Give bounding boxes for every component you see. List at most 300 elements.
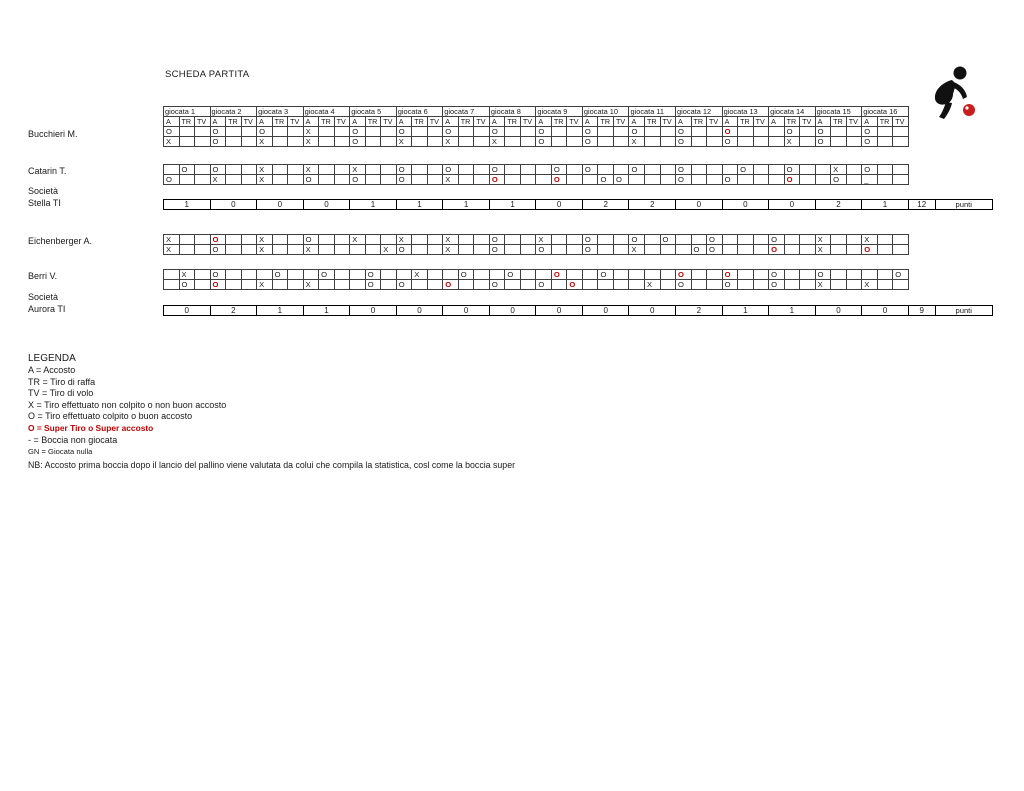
mark-cell bbox=[676, 235, 692, 245]
mark-row bbox=[164, 127, 909, 137]
mark-cell bbox=[366, 127, 382, 137]
player-name: Bucchieri M. bbox=[28, 129, 78, 139]
mark-cell: O bbox=[443, 127, 459, 137]
mark-cell: X bbox=[350, 165, 366, 175]
mark-row bbox=[164, 280, 909, 290]
mark-cell bbox=[319, 137, 335, 147]
mark-cell: O bbox=[180, 165, 196, 175]
mark-cell: X bbox=[257, 245, 273, 255]
mark-cell bbox=[273, 235, 289, 245]
mark-cell bbox=[552, 127, 568, 137]
mark-cell bbox=[288, 137, 304, 147]
sub-header-cell: TV bbox=[195, 117, 211, 127]
points-cell: 1 bbox=[350, 200, 397, 209]
mark-cell bbox=[878, 280, 894, 290]
mark-cell bbox=[893, 165, 909, 175]
mark-cell bbox=[536, 165, 552, 175]
mark-cell: O bbox=[211, 270, 227, 280]
mark-cell bbox=[412, 175, 428, 185]
mark-cell bbox=[180, 137, 196, 147]
mark-cell bbox=[583, 270, 599, 280]
mark-cell bbox=[893, 280, 909, 290]
mark-cell: O bbox=[211, 165, 227, 175]
points-cell: 2 bbox=[816, 200, 863, 209]
sub-header-cell: A bbox=[629, 117, 645, 127]
mark-cell: X bbox=[443, 235, 459, 245]
mark-cell: O bbox=[862, 245, 878, 255]
mark-cell bbox=[381, 165, 397, 175]
mark-cell: O bbox=[723, 137, 739, 147]
giocata-header-cell: giocata 4 bbox=[304, 107, 351, 117]
mark-cell: O bbox=[598, 175, 614, 185]
points-cell: 0 bbox=[164, 306, 211, 315]
mark-cell: O bbox=[598, 270, 614, 280]
sub-header-cell: A bbox=[257, 117, 273, 127]
mark-cell bbox=[474, 280, 490, 290]
mark-cell: O bbox=[707, 245, 723, 255]
mark-cell bbox=[288, 280, 304, 290]
scoresheet-header-and-player1 bbox=[163, 106, 909, 147]
mark-cell bbox=[769, 165, 785, 175]
mark-cell bbox=[381, 137, 397, 147]
mark-cell: O bbox=[676, 280, 692, 290]
mark-cell: O bbox=[816, 127, 832, 137]
mark-cell bbox=[567, 270, 583, 280]
mark-cell bbox=[583, 175, 599, 185]
player3-mark-rows bbox=[164, 235, 909, 255]
mark-cell bbox=[474, 270, 490, 280]
points-cell: 0 bbox=[629, 306, 676, 315]
mark-cell bbox=[288, 235, 304, 245]
mark-cell bbox=[505, 127, 521, 137]
mark-cell bbox=[195, 175, 211, 185]
mark-cell: O bbox=[552, 175, 568, 185]
mark-cell: X bbox=[816, 280, 832, 290]
mark-cell: O bbox=[785, 127, 801, 137]
mark-cell bbox=[692, 127, 708, 137]
mark-cell bbox=[552, 280, 568, 290]
mark-cell bbox=[754, 127, 770, 137]
legend-line-super: O = Super Tiro o Super accosto bbox=[28, 422, 154, 433]
mark-cell bbox=[598, 280, 614, 290]
points-cell: 0 bbox=[769, 200, 816, 209]
sub-header-cell: TV bbox=[288, 117, 304, 127]
points-unit-label: punti bbox=[955, 306, 972, 315]
mark-cell bbox=[428, 280, 444, 290]
sub-header-cell: TV bbox=[474, 117, 490, 127]
sub-header-cell: A bbox=[164, 117, 180, 127]
sub-header-cell: A bbox=[862, 117, 878, 127]
mark-cell: O bbox=[893, 270, 909, 280]
mark-cell: O bbox=[692, 245, 708, 255]
mark-cell bbox=[288, 270, 304, 280]
mark-cell: O bbox=[707, 235, 723, 245]
mark-cell: O bbox=[738, 165, 754, 175]
mark-cell bbox=[754, 245, 770, 255]
giocata-header-cell: giocata 2 bbox=[211, 107, 258, 117]
sub-header-cell: A bbox=[350, 117, 366, 127]
player-name: Catarin T. bbox=[28, 166, 67, 176]
mark-cell bbox=[412, 137, 428, 147]
sub-header-cell: A bbox=[536, 117, 552, 127]
mark-row bbox=[164, 175, 909, 185]
mark-cell bbox=[412, 280, 428, 290]
sub-header-cell: TV bbox=[242, 117, 258, 127]
mark-cell bbox=[164, 280, 180, 290]
mark-cell bbox=[350, 270, 366, 280]
team-label: Società bbox=[28, 292, 59, 302]
mark-cell: X bbox=[257, 280, 273, 290]
mark-cell bbox=[288, 245, 304, 255]
sub-header-cell: TR bbox=[180, 117, 196, 127]
mark-cell: O bbox=[723, 175, 739, 185]
mark-row bbox=[164, 165, 909, 175]
mark-row bbox=[164, 235, 909, 245]
mark-cell bbox=[862, 270, 878, 280]
mark-cell bbox=[412, 127, 428, 137]
mark-cell bbox=[521, 280, 537, 290]
mark-cell: X bbox=[180, 270, 196, 280]
mark-cell bbox=[164, 165, 180, 175]
mark-cell: X bbox=[785, 137, 801, 147]
mark-cell bbox=[428, 127, 444, 137]
mark-cell bbox=[800, 137, 816, 147]
mark-cell bbox=[629, 270, 645, 280]
legend-line: TV = Tiro di volo bbox=[28, 388, 94, 399]
mark-cell bbox=[692, 280, 708, 290]
mark-cell bbox=[428, 245, 444, 255]
mark-cell: O bbox=[723, 127, 739, 137]
mark-cell bbox=[661, 270, 677, 280]
sub-header-row bbox=[164, 117, 909, 127]
mark-cell: O bbox=[769, 235, 785, 245]
sub-header-cell: TV bbox=[335, 117, 351, 127]
mark-cell: O bbox=[831, 175, 847, 185]
mark-cell bbox=[304, 270, 320, 280]
player-name: Berri V. bbox=[28, 271, 58, 281]
mark-cell: X bbox=[816, 245, 832, 255]
mark-cell bbox=[195, 137, 211, 147]
mark-cell: O bbox=[536, 245, 552, 255]
mark-cell: O bbox=[552, 165, 568, 175]
points-cell: 0 bbox=[350, 306, 397, 315]
mark-cell bbox=[567, 175, 583, 185]
mark-cell: X bbox=[257, 235, 273, 245]
mark-cell: O bbox=[366, 270, 382, 280]
mark-cell: X bbox=[862, 280, 878, 290]
mark-cell: X bbox=[350, 235, 366, 245]
mark-cell bbox=[381, 127, 397, 137]
mark-cell bbox=[754, 280, 770, 290]
sub-header-cell: TV bbox=[614, 117, 630, 127]
sub-header-cell: A bbox=[211, 117, 227, 127]
mark-cell bbox=[816, 175, 832, 185]
sub-header-cell: TR bbox=[831, 117, 847, 127]
mark-cell bbox=[723, 245, 739, 255]
mark-cell bbox=[536, 270, 552, 280]
mark-cell bbox=[273, 280, 289, 290]
mark-cell bbox=[614, 280, 630, 290]
points-cell: 1 bbox=[862, 200, 909, 209]
sub-header-cell: TR bbox=[552, 117, 568, 127]
points-cell: 0 bbox=[490, 306, 537, 315]
mark-cell bbox=[754, 270, 770, 280]
mark-cell: O bbox=[536, 127, 552, 137]
mark-cell: O bbox=[862, 165, 878, 175]
sub-header-cell: TR bbox=[692, 117, 708, 127]
mark-cell bbox=[738, 175, 754, 185]
mark-cell: O bbox=[536, 280, 552, 290]
mark-cell bbox=[242, 280, 258, 290]
points-cell: 1 bbox=[769, 306, 816, 315]
mark-cell bbox=[847, 137, 863, 147]
mark-cell bbox=[366, 175, 382, 185]
mark-row bbox=[164, 245, 909, 255]
mark-cell bbox=[257, 270, 273, 280]
mark-cell bbox=[335, 245, 351, 255]
mark-cell bbox=[195, 235, 211, 245]
mark-cell bbox=[459, 137, 475, 147]
sub-header-cell: TR bbox=[366, 117, 382, 127]
mark-cell: X bbox=[164, 235, 180, 245]
mark-cell bbox=[552, 235, 568, 245]
mark-cell bbox=[273, 175, 289, 185]
sub-header-cell: TR bbox=[412, 117, 428, 127]
mark-cell: O bbox=[211, 245, 227, 255]
legend-line: TR = Tiro di raffa bbox=[28, 376, 96, 387]
mark-cell: O bbox=[211, 235, 227, 245]
sub-header-cell: TV bbox=[707, 117, 723, 127]
mark-cell bbox=[521, 137, 537, 147]
sub-header-cell: A bbox=[397, 117, 413, 127]
mark-cell bbox=[552, 245, 568, 255]
mark-cell bbox=[366, 165, 382, 175]
mark-cell bbox=[614, 165, 630, 175]
mark-cell bbox=[288, 165, 304, 175]
mark-cell: X bbox=[443, 245, 459, 255]
mark-cell bbox=[769, 127, 785, 137]
mark-cell: O bbox=[164, 127, 180, 137]
mark-cell bbox=[350, 280, 366, 290]
mark-cell: O bbox=[397, 175, 413, 185]
mark-cell bbox=[893, 175, 909, 185]
mark-cell bbox=[878, 137, 894, 147]
mark-cell: O bbox=[211, 127, 227, 137]
mark-cell: O bbox=[366, 280, 382, 290]
points-cell: 0 bbox=[676, 200, 723, 209]
giocata-header-cell: giocata 8 bbox=[490, 107, 537, 117]
mark-cell bbox=[335, 175, 351, 185]
mark-cell: X bbox=[831, 165, 847, 175]
mark-cell bbox=[645, 235, 661, 245]
sub-header-cell: TV bbox=[893, 117, 909, 127]
mark-cell bbox=[785, 280, 801, 290]
mark-cell bbox=[273, 137, 289, 147]
mark-cell bbox=[878, 235, 894, 245]
mark-cell bbox=[195, 270, 211, 280]
mark-cell bbox=[707, 127, 723, 137]
mark-cell bbox=[521, 165, 537, 175]
mark-cell bbox=[738, 270, 754, 280]
mark-cell bbox=[800, 270, 816, 280]
mark-cell bbox=[474, 235, 490, 245]
sub-header-cell: A bbox=[769, 117, 785, 127]
mark-cell bbox=[738, 245, 754, 255]
points-cell: 1 bbox=[164, 200, 211, 209]
player2-mark-rows bbox=[164, 165, 909, 185]
mark-cell: X bbox=[629, 137, 645, 147]
mark-cell bbox=[800, 127, 816, 137]
mark-cell: O bbox=[397, 127, 413, 137]
mark-cell: O bbox=[816, 137, 832, 147]
mark-cell: X bbox=[536, 235, 552, 245]
sub-header-cell: A bbox=[304, 117, 320, 127]
mark-cell bbox=[785, 235, 801, 245]
mark-cell bbox=[893, 235, 909, 245]
mark-cell: X bbox=[257, 137, 273, 147]
mark-cell bbox=[412, 165, 428, 175]
points-total: 9 bbox=[909, 306, 936, 315]
mark-cell bbox=[226, 245, 242, 255]
legend-line-gn: GN = Giocata nulla bbox=[28, 447, 93, 457]
mark-cell: O bbox=[583, 245, 599, 255]
mark-cell: O bbox=[490, 280, 506, 290]
mark-cell bbox=[319, 127, 335, 137]
mark-cell bbox=[459, 175, 475, 185]
mark-cell bbox=[661, 245, 677, 255]
mark-cell bbox=[723, 235, 739, 245]
mark-cell bbox=[816, 165, 832, 175]
mark-cell: X bbox=[304, 165, 320, 175]
bocce-player-logo bbox=[922, 64, 980, 124]
points-cell: 0 bbox=[304, 200, 351, 209]
mark-cell bbox=[645, 270, 661, 280]
mark-cell bbox=[521, 175, 537, 185]
mark-cell: O bbox=[211, 137, 227, 147]
mark-cell bbox=[878, 245, 894, 255]
mark-cell bbox=[769, 137, 785, 147]
sub-header-cell: A bbox=[723, 117, 739, 127]
mark-cell bbox=[598, 235, 614, 245]
mark-cell bbox=[536, 175, 552, 185]
sub-header-cell: TR bbox=[459, 117, 475, 127]
mark-cell: O bbox=[676, 165, 692, 175]
mark-cell: X bbox=[164, 137, 180, 147]
mark-cell bbox=[598, 127, 614, 137]
mark-cell bbox=[893, 127, 909, 137]
mark-cell bbox=[614, 235, 630, 245]
mark-cell bbox=[800, 175, 816, 185]
mark-cell bbox=[707, 175, 723, 185]
mark-cell: O bbox=[304, 175, 320, 185]
giocata-header-cell: giocata 14 bbox=[769, 107, 816, 117]
mark-cell bbox=[661, 127, 677, 137]
points-cell: 1 bbox=[257, 306, 304, 315]
sub-header-cell: TV bbox=[428, 117, 444, 127]
mark-cell bbox=[397, 270, 413, 280]
mark-cell bbox=[645, 175, 661, 185]
mark-cell bbox=[242, 270, 258, 280]
mark-cell bbox=[785, 245, 801, 255]
mark-cell: O bbox=[661, 235, 677, 245]
mark-cell: O bbox=[583, 165, 599, 175]
mark-cell bbox=[226, 137, 242, 147]
mark-cell bbox=[319, 280, 335, 290]
mark-cell bbox=[598, 245, 614, 255]
mark-cell bbox=[661, 280, 677, 290]
mark-cell: X bbox=[490, 137, 506, 147]
mark-cell bbox=[707, 270, 723, 280]
mark-cell bbox=[847, 270, 863, 280]
mark-cell: O bbox=[397, 245, 413, 255]
points-cell: 2 bbox=[583, 200, 630, 209]
mark-cell bbox=[692, 137, 708, 147]
sub-header-cell: TV bbox=[754, 117, 770, 127]
mark-cell bbox=[226, 165, 242, 175]
points-cell: 0 bbox=[816, 306, 863, 315]
mark-cell: X bbox=[816, 235, 832, 245]
mark-cell bbox=[598, 165, 614, 175]
mark-cell bbox=[831, 235, 847, 245]
points-cell: 0 bbox=[211, 200, 258, 209]
mark-cell bbox=[474, 245, 490, 255]
mark-cell: O bbox=[490, 165, 506, 175]
mark-cell bbox=[800, 245, 816, 255]
mark-cell: O bbox=[505, 270, 521, 280]
mark-cell bbox=[459, 235, 475, 245]
mark-cell bbox=[831, 280, 847, 290]
mark-cell bbox=[428, 175, 444, 185]
giocata-header-cell: giocata 15 bbox=[816, 107, 863, 117]
mark-cell: O bbox=[676, 270, 692, 280]
mark-cell bbox=[459, 165, 475, 175]
mark-cell: X bbox=[645, 280, 661, 290]
mark-cell: O bbox=[769, 280, 785, 290]
mark-cell bbox=[754, 137, 770, 147]
mark-cell bbox=[242, 165, 258, 175]
mark-cell bbox=[785, 270, 801, 280]
mark-cell: O bbox=[490, 175, 506, 185]
mark-cell: X bbox=[381, 245, 397, 255]
mark-cell bbox=[754, 175, 770, 185]
mark-cell bbox=[661, 165, 677, 175]
mark-cell bbox=[273, 165, 289, 175]
mark-row bbox=[164, 270, 909, 280]
mark-cell: X bbox=[304, 245, 320, 255]
mark-cell bbox=[319, 235, 335, 245]
mark-cell bbox=[754, 165, 770, 175]
mark-cell: X bbox=[164, 245, 180, 255]
mark-cell bbox=[335, 137, 351, 147]
mark-cell: O bbox=[723, 270, 739, 280]
points-cell: 2 bbox=[211, 306, 258, 315]
sub-header-cell: TV bbox=[661, 117, 677, 127]
mark-cell bbox=[614, 137, 630, 147]
mark-cell: O bbox=[583, 127, 599, 137]
mark-cell: O bbox=[583, 137, 599, 147]
mark-cell bbox=[692, 235, 708, 245]
mark-cell bbox=[319, 175, 335, 185]
giocata-header-cell: giocata 1 bbox=[164, 107, 211, 117]
mark-cell bbox=[459, 127, 475, 137]
mark-cell bbox=[428, 235, 444, 245]
points-cell: 1 bbox=[397, 200, 444, 209]
mark-cell bbox=[180, 245, 196, 255]
sub-header-cell: TR bbox=[738, 117, 754, 127]
points-cell: 1 bbox=[443, 200, 490, 209]
points-total: 12 bbox=[909, 200, 936, 209]
giocata-header-cell: giocata 7 bbox=[443, 107, 490, 117]
